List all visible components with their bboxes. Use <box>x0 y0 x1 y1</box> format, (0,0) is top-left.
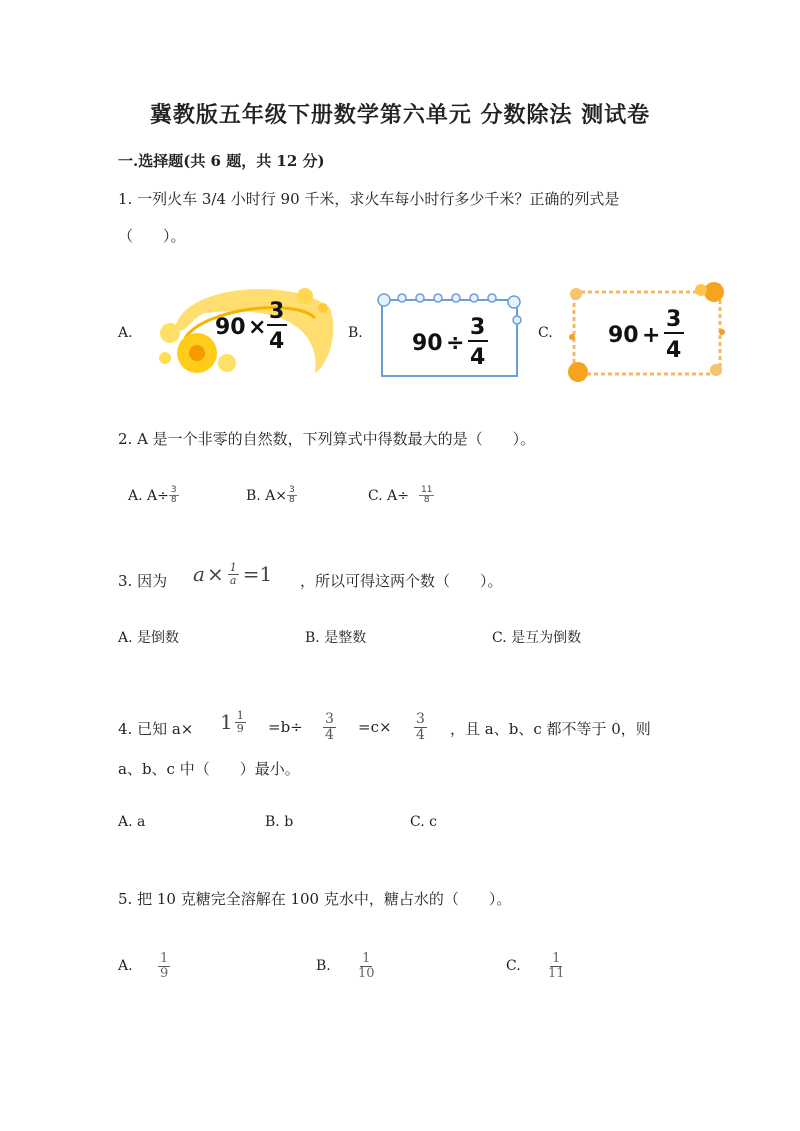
q3-math-expression <box>193 562 272 586</box>
q4-mixed-number <box>220 710 246 734</box>
page-title: 冀教版五年级下册数学第六单元 分数除法 测试卷 <box>149 102 651 128</box>
q5-a-den: 9 <box>160 965 169 981</box>
q4-f1-den: 4 <box>325 726 334 743</box>
q5-option-c-fraction <box>546 952 567 980</box>
q5-option-a-fraction <box>158 952 170 980</box>
q1-a-den: 4 <box>269 329 285 354</box>
q1-c-num: 3 <box>666 307 682 332</box>
q1-option-b-label: B. <box>348 325 363 341</box>
q3-math-times: × <box>206 562 224 587</box>
q3-math-a: a <box>193 562 205 587</box>
q2-a-num: 3 <box>170 485 177 495</box>
q1-c-op: + <box>642 323 661 348</box>
q1-b-op: ÷ <box>446 331 465 356</box>
q3-math-den: a <box>229 573 237 587</box>
q4-option-c: C. c <box>410 814 437 830</box>
q4-mixed-fraction <box>235 710 246 734</box>
question-1-text: 1. 一列火车 3/4 小时行 90 千米，求火车每小时行多少千米？正确的列式是 <box>118 190 620 208</box>
q4-mid2: =c× <box>358 718 392 736</box>
q5-c-den: 11 <box>548 965 565 981</box>
q2-b-num: 3 <box>289 485 295 495</box>
q2-c-label: C. A÷ <box>368 487 409 504</box>
q2-c-fraction <box>419 486 434 506</box>
question-1-blank: （ ）。 <box>118 227 186 245</box>
q2-a-fraction <box>169 486 179 506</box>
q5-b-den: 10 <box>358 965 375 981</box>
q3-option-b: B. 是整数 <box>305 630 367 646</box>
q1-option-c-card <box>566 282 728 384</box>
q1-option-c-label: C. <box>538 325 553 341</box>
question-5-text: 5. 把 10 克糖完全溶解在 100 克水中，糖占水的（ ）。 <box>118 890 512 908</box>
q3-math-eq: =1 <box>242 562 273 587</box>
question-3-suffix: ，所以可得这两个数（ ）。 <box>300 572 503 590</box>
q5-option-b-label: B. <box>316 958 331 974</box>
q4-f1-num: 3 <box>325 711 334 727</box>
q2-b-den: 8 <box>289 495 295 506</box>
q4-mixed-num: 1 <box>236 709 244 722</box>
q3-math-num: 1 <box>229 561 237 574</box>
q1-b-num: 3 <box>470 315 486 340</box>
q1-b-left: 90 <box>412 331 443 356</box>
q5-c-num: 1 <box>552 951 561 966</box>
q2-option-a <box>128 486 179 506</box>
q1-option-a-label: A. <box>118 325 133 341</box>
q1-option-a-card <box>145 278 345 380</box>
question-4-prefix: 4. 已知 a× <box>118 720 194 738</box>
q4-option-a: A. a <box>118 814 146 830</box>
q4-f2-num: 3 <box>416 711 425 727</box>
flower-frame-decoration <box>159 288 333 373</box>
q5-a-num: 1 <box>160 951 169 966</box>
q3-math-fraction <box>228 562 239 586</box>
q1-c-left: 90 <box>608 323 639 348</box>
q3-option-a: A. 是倒数 <box>118 630 180 646</box>
q1-option-b-card <box>372 288 527 383</box>
q2-a-label: A. A÷ <box>128 487 169 504</box>
section-heading: 一.选择题(共 6 题，共 12 分) <box>118 152 325 170</box>
question-4-line2: a、b、c 中（ ）最小。 <box>118 760 300 778</box>
q4-mixed-whole: 1 <box>220 710 233 735</box>
q1-a-left: 90 <box>215 315 246 340</box>
q5-option-c-label: C. <box>506 958 521 974</box>
q1-a-num: 3 <box>269 299 285 324</box>
q1-c-den: 4 <box>666 338 682 363</box>
q2-b-label: B. A× <box>246 487 288 504</box>
q4-fraction-1 <box>323 712 336 742</box>
q2-c-den: 8 <box>423 495 430 506</box>
q4-mid1: =b÷ <box>268 718 303 736</box>
q2-b-fraction <box>287 486 297 506</box>
q2-option-b <box>246 486 297 506</box>
q3-option-c: C. 是互为倒数 <box>492 630 582 646</box>
q5-b-num: 1 <box>362 951 371 966</box>
q5-option-a-label: A. <box>118 958 133 974</box>
question-2-text: 2. A 是一个非零的自然数，下列算式中得数最大的是（ ）。 <box>118 430 536 448</box>
q2-option-c <box>368 486 434 506</box>
q1-b-den: 4 <box>470 345 486 370</box>
q4-f2-den: 4 <box>416 726 425 743</box>
q4-mixed-den: 9 <box>236 721 244 735</box>
q4-fraction-2 <box>414 712 427 742</box>
q4-option-b: B. b <box>265 814 294 830</box>
q2-a-den: 8 <box>170 495 177 506</box>
question-4-suffix: ，且 a、b、c 都不等于 0，则 <box>450 720 651 738</box>
q2-c-num: 11 <box>420 485 433 495</box>
q5-option-b-fraction <box>356 952 377 980</box>
question-3-prefix: 3. 因为 <box>118 572 168 590</box>
q1-a-op: × <box>248 315 267 340</box>
